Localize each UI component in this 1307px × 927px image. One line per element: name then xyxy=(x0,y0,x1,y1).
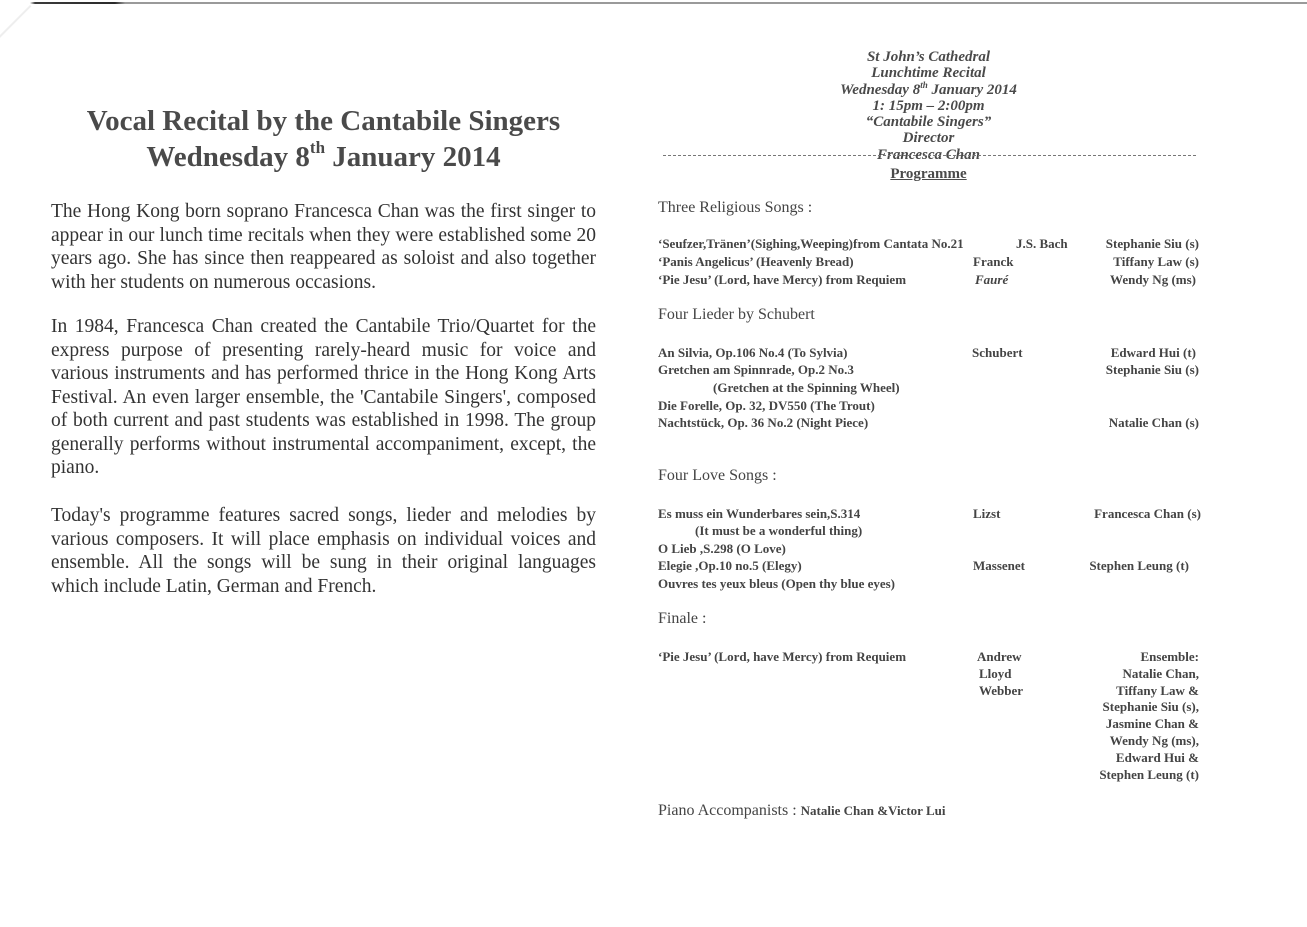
event-date xyxy=(656,79,1201,98)
work-title: Nachtstück, Op. 36 No.2 (Night Piece) xyxy=(658,415,869,430)
title-line-1: Vocal Recital by the Cantabile Singers xyxy=(86,105,561,137)
programme-row xyxy=(656,414,1201,431)
programme-title xyxy=(656,166,1201,183)
work-title: An Silvia, Op.106 No.4 (To Sylvia) xyxy=(658,345,848,360)
composer: Fauré xyxy=(975,272,1009,287)
composer: Massenet xyxy=(973,558,1025,573)
programme-row xyxy=(656,379,1201,396)
programme-row xyxy=(656,253,1201,270)
intro-paragraph-3: Today's programme features sacred songs, lieder and melodies by various composers. It will place emphasis on individual voices and ensemble. All the songs will be sung in their original languages which include Latin, German and French. xyxy=(51,505,596,597)
event-date-suffix: th xyxy=(920,79,928,90)
programme-row xyxy=(656,344,1201,361)
composer-line: Andrew xyxy=(977,649,1022,664)
finale-ensemble xyxy=(1099,649,1199,783)
dashed-divider xyxy=(663,155,1196,156)
work-title: ‘Pie Jesu’ (Lord, have Mercy) from Requiem xyxy=(658,649,907,664)
programme-row xyxy=(656,505,1201,522)
work-subtitle: (Gretchen at the Spinning Wheel) xyxy=(713,380,900,395)
work-title: ‘Pie Jesu’ (Lord, have Mercy) from Requiem xyxy=(658,272,907,287)
director-label: Director xyxy=(902,130,955,147)
title-date-suffix: th xyxy=(309,138,326,157)
programme-row xyxy=(656,271,1201,288)
section-heading-finale: Finale : xyxy=(658,610,707,627)
event-date-day: Wednesday 8 xyxy=(840,81,921,98)
programme-row xyxy=(656,235,1201,252)
work-title: Elegie ,Op.10 no.5 (Elegy) xyxy=(658,558,802,573)
composer-line: Webber xyxy=(979,682,1024,698)
intro-paragraph-2: In 1984, Francesca Chan created the Cantabile Trio/Quartet for the express purpose of presenting rarely-heard music for voice and various instruments and has performed thrice in the Hong Kong Arts Festival. An even larger ensemble, the 'Cantabile Singers', composed of both current and past students was established in 1998. The group generally performs without instrumental accompaniment, except, the piano. xyxy=(51,316,596,478)
work-title: ‘Seufzer,Tränen’(Sighing,Weeping)from Cantata No.21 xyxy=(658,236,964,251)
intro-paragraph-1: The Hong Kong born soprano Francesca Chan was the first singer to appear in our lunch time recitals when they were established some 20 years ago. She has since then reappeared as soloist and also together with her students on numerous occasions. xyxy=(51,201,596,293)
work-subtitle: (It must be a wonderful thing) xyxy=(695,523,863,538)
programme-row xyxy=(656,522,1201,539)
venue: St John’s Cathedral xyxy=(866,49,991,65)
ensemble-line: Edward Hui & xyxy=(1115,749,1199,765)
composer: J.S. Bach xyxy=(1016,236,1068,251)
director-name: Francesca Chan xyxy=(877,146,980,163)
work-title: ‘Panis Angelicus’ (Heavenly Bread) xyxy=(658,254,854,269)
performer: Tiffany Law (s) xyxy=(1113,254,1199,269)
event-date-rest: January 2014 xyxy=(927,81,1017,98)
ensemble-line: Jasmine Chan & xyxy=(1105,716,1199,732)
paper-fold-mark xyxy=(0,5,31,74)
ensemble-line: Stephen Leung (t) xyxy=(1099,766,1199,782)
performer: Francesca Chan (s) xyxy=(1094,506,1201,521)
programme-row xyxy=(656,575,1201,592)
piano-label: Piano Accompanists : xyxy=(658,802,801,819)
performer: Stephen Leung (t) xyxy=(1089,558,1189,573)
ensemble-line: Natalie Chan, xyxy=(1122,665,1199,681)
ensemble-line: Ensemble: xyxy=(1140,649,1199,664)
programme-header xyxy=(656,49,1201,163)
performer: Stephanie Siu (s) xyxy=(1105,362,1199,377)
work-title: Die Forelle, Op. 32, DV550 (The Trout) xyxy=(658,398,875,413)
performer: Stephanie Siu (s) xyxy=(1105,236,1199,251)
programme-row xyxy=(656,540,1201,557)
section-heading-love: Four Love Songs : xyxy=(658,467,777,484)
composer: Lizst xyxy=(973,506,1001,521)
piano-accompanists xyxy=(658,802,945,820)
composer: Schubert xyxy=(972,345,1023,360)
work-title: Es muss ein Wunderbares sein,S.314 xyxy=(658,506,861,521)
section-heading-lieder: Four Lieder by Schubert xyxy=(658,306,815,323)
work-title: Gretchen am Spinnrade, Op.2 No.3 xyxy=(658,362,854,377)
work-title: Ouvres tes yeux bleus (Open thy blue eyes) xyxy=(658,576,896,591)
title-date-day: Wednesday 8 xyxy=(146,141,310,173)
performer: Edward Hui (t) xyxy=(1110,345,1196,360)
programme-row xyxy=(656,557,1201,574)
piano-names: Natalie Chan &Victor Lui xyxy=(800,803,946,818)
performer: Natalie Chan (s) xyxy=(1108,415,1199,430)
title-line-2 xyxy=(51,139,596,175)
ensemble-line: Tiffany Law & xyxy=(1116,682,1199,698)
programme-row xyxy=(656,361,1201,378)
recital-title xyxy=(51,103,596,175)
scan-top-edge xyxy=(0,2,1307,4)
section-heading-religious: Three Religious Songs : xyxy=(658,199,813,216)
ensemble-line: Stephanie Siu (s), xyxy=(1102,699,1199,715)
programme-title-text: Programme xyxy=(890,166,967,182)
ensemble-line: Wendy Ng (ms), xyxy=(1109,732,1199,748)
group-name: “Cantabile Singers” xyxy=(865,114,992,131)
composer-line: Lloyd xyxy=(979,665,1012,681)
composer: Franck xyxy=(973,254,1014,269)
finale-composer xyxy=(977,649,1023,699)
title-date-rest: January 2014 xyxy=(325,141,501,173)
programme-row xyxy=(656,397,1201,414)
performer: Wendy Ng (ms) xyxy=(1110,272,1196,287)
event-time: 1: 15pm – 2:00pm xyxy=(872,97,985,114)
event-name: Lunchtime Recital xyxy=(871,65,986,82)
work-title: O Lieb ,S.298 (O Love) xyxy=(658,541,786,556)
